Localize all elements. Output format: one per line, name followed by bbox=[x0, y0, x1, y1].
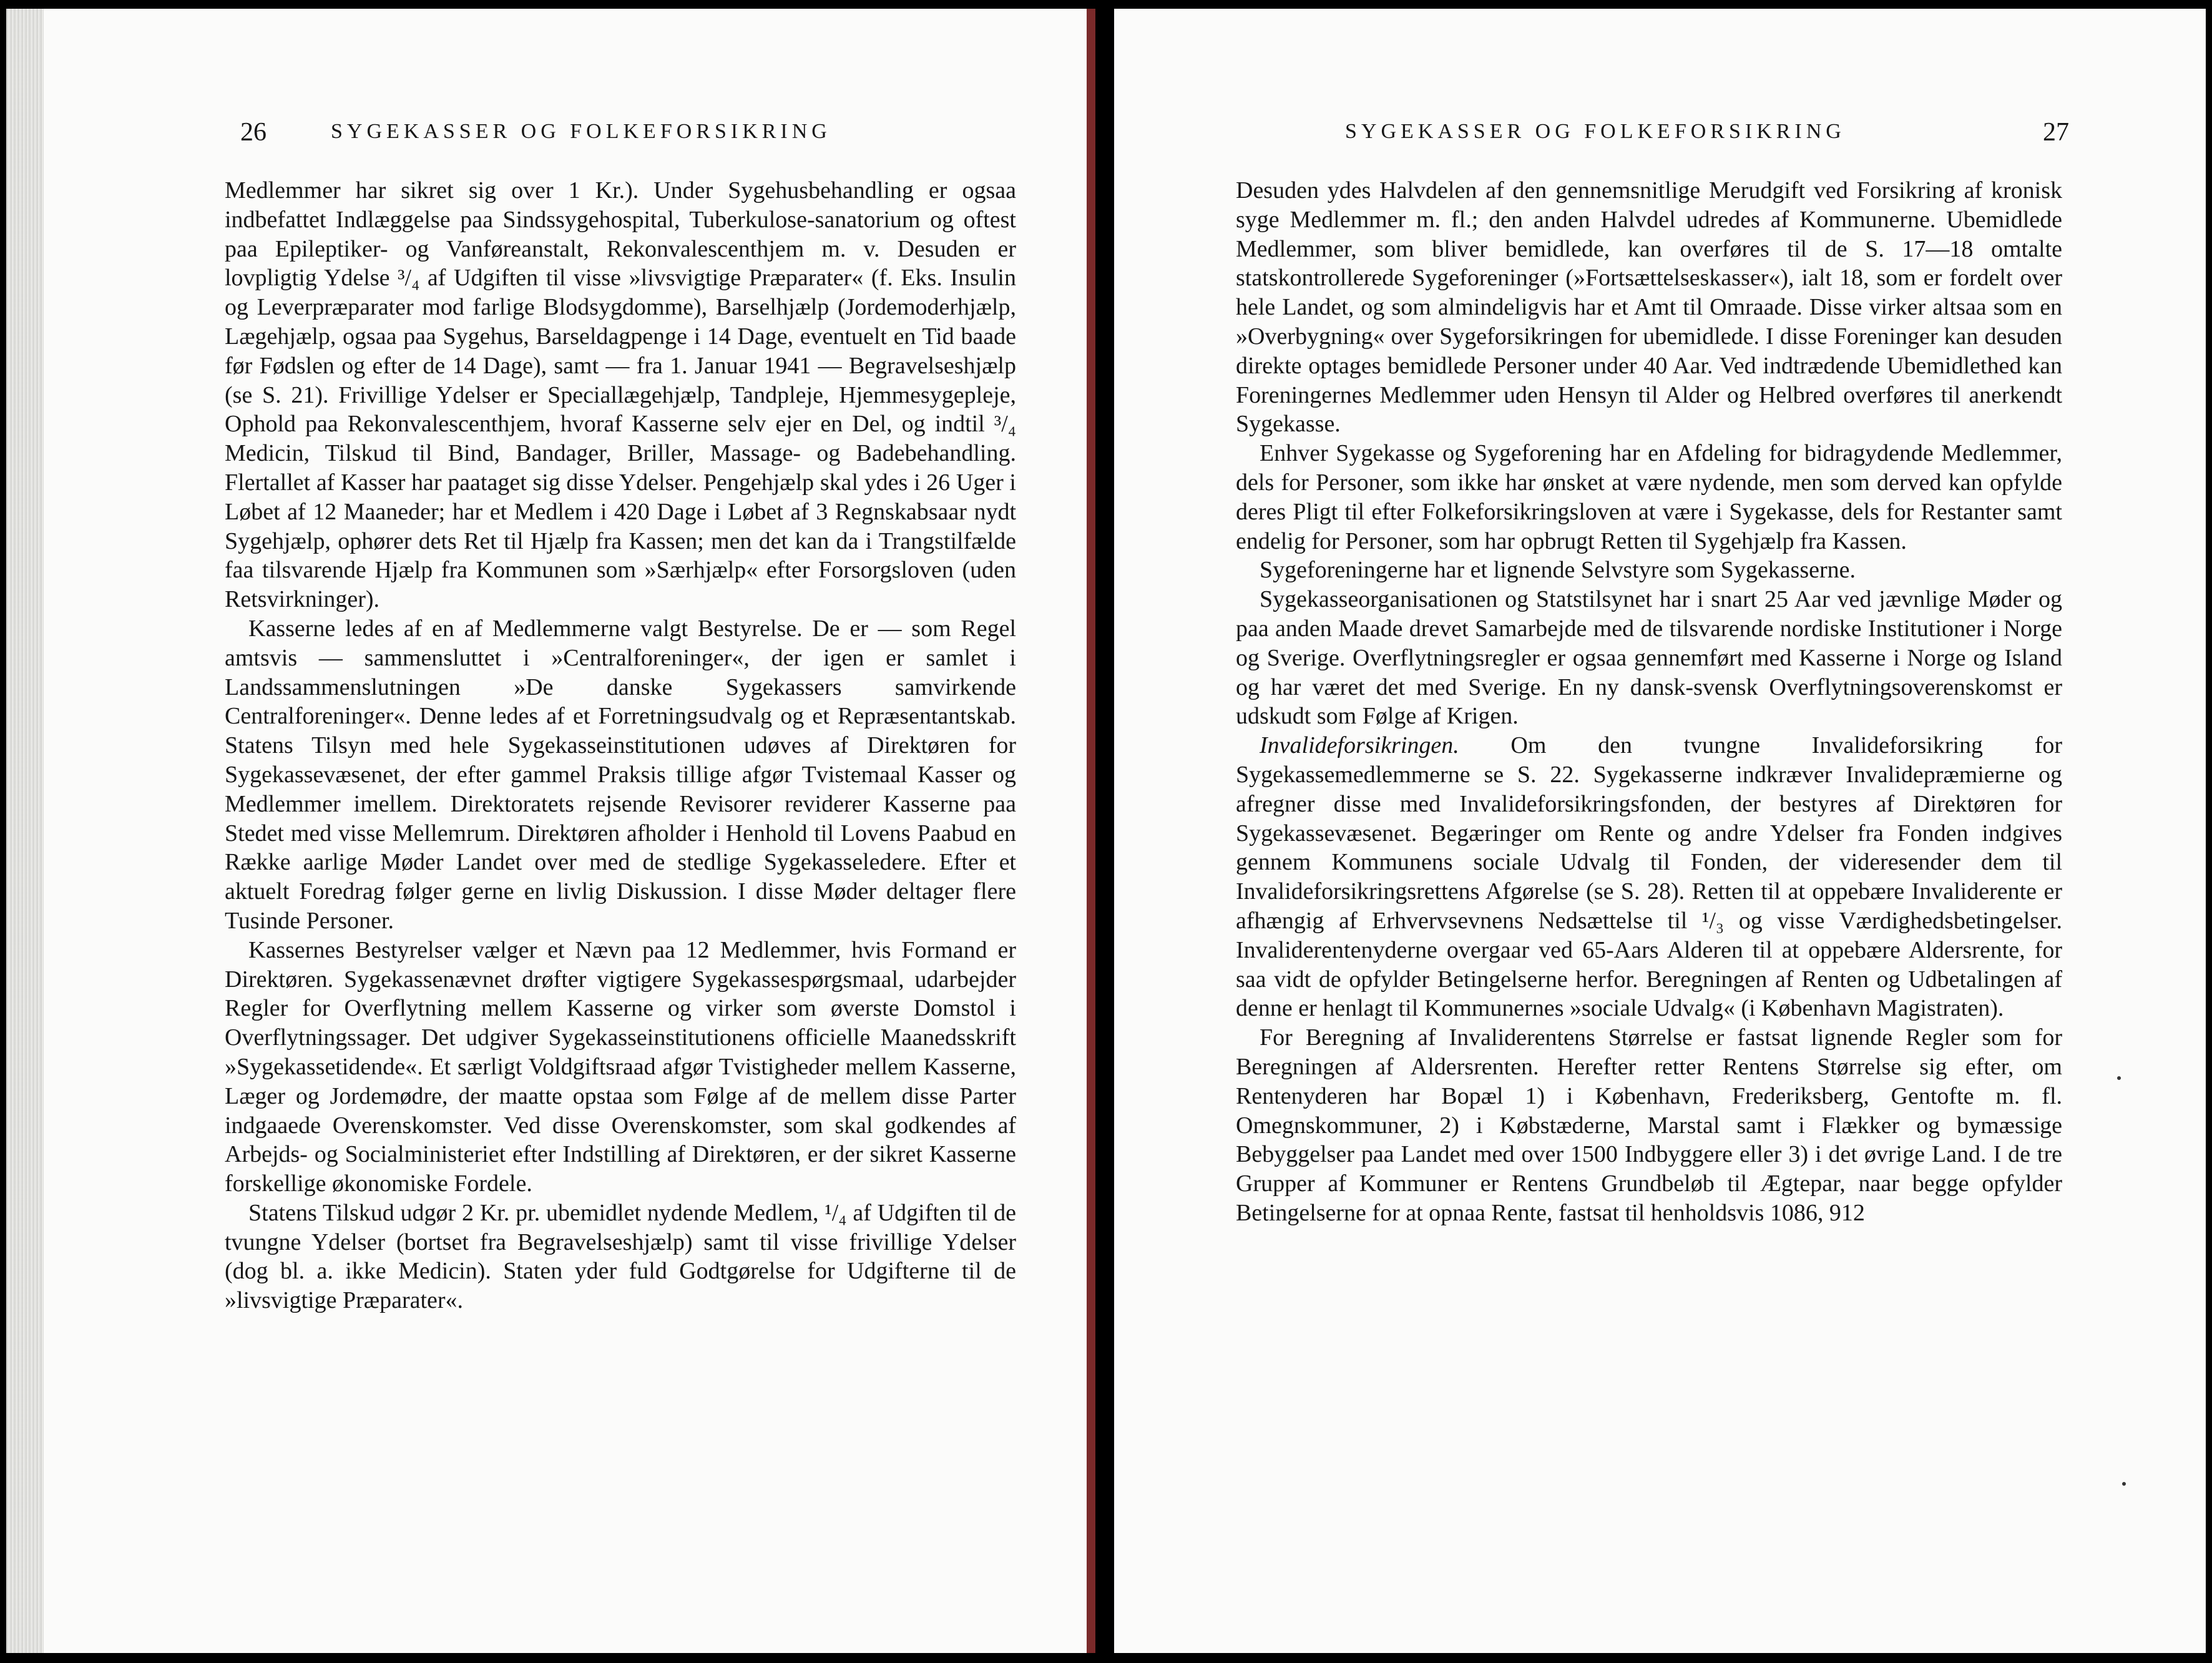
left-page bbox=[6, 9, 1095, 1653]
left-page-body bbox=[225, 176, 1016, 1315]
running-title: SYGEKASSER OG FOLKEFORSIKRING bbox=[331, 120, 831, 143]
paper-speck bbox=[2117, 1076, 2121, 1080]
paragraph bbox=[1236, 439, 2062, 556]
running-title: SYGEKASSER OG FOLKEFORSIKRING bbox=[1345, 120, 1846, 143]
right-page-header bbox=[1239, 115, 2069, 152]
paragraph: Medlemmer har sikret sig over 1 Kr.). Under Sygehusbehandling er ogsaa indbefattet Indlæggelse paa Sindssygehospital, Tuberkulose-sanatorium og oftest paa Epileptiker- og Vanføreanstalt, Rekonvalescenthjem m. v. Desuden er lovpligtig Ydelse ³/₄ af Udgiften til visse »livsvigtige Præparater« (f. Eks. Insulin og Leverpræparater mod farlige Blodsygdomme), Barselhjælp (Jordemoderhjælp, Lægehjælp, ogsaa paa Sygehus, Barseldagpenge i 14 Dage, eventuelt en Tid baade før Fødslen og efter de 14 Dage), samt — fra 1. Januar 1941 — Begravelseshjælp (se S. 21). Frivillige Ydelser er Speciallægehjælp, Tandpleje, Hjemmesygepleje, Ophold paa Rekonvalescenthjem, hvoraf Kasserne selv ejer en Del, og indtil ³/₄ Medicin, Tilskud til Bind, Bandager, Briller, Massage- og Badebehandling. Flertallet af Kasser har paataget sig disse Ydelser. Pengehjælp skal ydes i 26 Uger i Løbet af 12 Maaneder; har et Medlem i 420 Dage i Løbet af 3 Regnskabsaar nydt Sygehjælp, ophører dets Ret til Hjælp fra Kassen; men det kan da i Trangstilfælde faa tilsvarende Hjælp fra Kommunen som »Særhjælp« efter Forsorgsloven (uden Retsvirkninger). bbox=[225, 177, 1016, 613]
paragraph: Kasserne ledes af en af Medlemmerne valgt Bestyrelse. De er — som Regel amtsvis — sammensluttet i »Centralforeninger«, der igen er samlet i Landssammenslutningen »De danske Sygekassers samvirkende Centralforeninger«. Denne ledes af et Forretningsudvalg og et Repræsentantskab. Statens Tilsyn med hele Sygekasseinstitutionen udøves af Direktøren for Sygekassevæsenet, der efter gammel Praksis tillige afgør Tvistemaal Kasser og Medlemmer imellem. Direktoratets rejsende Revisorer reviderer Kasserne paa Stedet med visse Mellemrum. Direktøren afholder i Henhold til Lovens Paabud en Række aarlige Møder Landet over med de stedlige Sygekasseledere. Efter et aktuelt Foredrag følger gerne en livlig Diskussion. I disse Møder deltager flere Tusinde Personer. bbox=[225, 615, 1016, 934]
page-number: 26 bbox=[240, 118, 267, 147]
book-binding bbox=[1087, 9, 1095, 1653]
paragraph-text: Om den tvungne Invalideforsikring for Sygekassemedlemmerne se S. 22. Sygekasserne indkræver Invalidepræmierne og afregner disse med Invalideforsikringsfonden, der bestyres af Direktøren for Sygekassevæsenet. Begæringer om Rente og andre Ydelser fra Fonden indgives gennem Kommunens sociale Udvalg til Fonden, der videresender dem til Invalideforsikringsrettens Afgørelse (se S. 28). Retten til at oppebære Invaliderente er afhængig af Erhvervsevnens Nedsættelse til ¹/₃ og visse Værdighedsbetingelser. Invaliderentenyderne overgaar ved 65-Aars Alderen til at oppebære Aldersrente, for saa vidt de opfylder Betingelserne herfor. Beregningen af Renten og Udbetalingen af denne er henlagt til Kommunernes »sociale Udvalg« (i København Magistraten). bbox=[1236, 732, 2062, 1022]
right-page-body bbox=[1236, 176, 2062, 1228]
paragraph-text: Desuden ydes Halvdelen af den gennemsnitlige Merudgift ved Forsikring af kronisk syge Medlemmer m. fl.; den anden Halvdel udredes af Kommunerne. Ubemidlede Medlemmer, som bliver bemidlede, kan overføres til de S. 17—18 omtalte statskontrollerede Sygeforeninger (»Fortsættelseskasser«), ialt 18, som er fordelt over hele Landet, og som almindeligvis har et Amt til Omraade. Disse virker altsaa som en »Overbygning« over Sygeforsikringen for ubemidlede. I disse Foreninger kan desuden direkte optages bemidlede Personer under 40 Aar. Ved indtrædende Ubemidlethed kan Foreningernes Medlemmer uden Hensyn til Alder og Helbred overføres til anerkendt Sygekasse. bbox=[1236, 177, 2062, 438]
paragraph bbox=[1236, 176, 2062, 439]
page-edge-stack bbox=[6, 9, 44, 1653]
paragraph bbox=[1236, 731, 2062, 1023]
left-page-header bbox=[234, 115, 1020, 152]
paragraph bbox=[1236, 585, 2062, 731]
paragraph-text: Enhver Sygekasse og Sygeforening har en Afdeling for bidragydende Medlemmer, dels for Personer, som ikke har ønsket at være nydende, men som derved kan opfylde deres Pligt til efter Folkeforsikringsloven at være i Sygekasse, dels for Restanter samt endelig for Personer, som har opbrugt Retten til Sygehjælp fra Kassen. bbox=[1236, 440, 2062, 554]
paragraph-text: Sygekasseorganisationen og Statstilsynet har i snart 25 Aar ved jævnlige Møder og paa anden Maade drevet Samarbejde med de tilsvarende nordiske Institutioner i Norge og Sverige. Overflytningsregler er ogsaa gennemført med Kasserne i Norge og Island og har været det med Sverige. En ny dansk-svensk Overflytningsoverenskomst er udskudt som Følge af Krigen. bbox=[1236, 586, 2062, 730]
paper-speck bbox=[2122, 1482, 2126, 1486]
right-page bbox=[1114, 9, 2206, 1653]
paragraph-lead: Invalideforsikringen. bbox=[1260, 732, 1459, 759]
paragraph bbox=[1236, 556, 2062, 585]
paragraph: Statens Tilskud udgør 2 Kr. pr. ubemidlet nydende Medlem, ¹/₄ af Udgiften til de tvungne Ydelser (bortset fra Begravelseshjælp) samt til visse frivillige Ydelser (dog bl. a. ikke Medicin). Staten yder fuld Godtgørelse for Udgifterne til de »livsvigtige Præparater«. bbox=[225, 1199, 1016, 1314]
paragraph: Kassernes Bestyrelser vælger et Nævn paa 12 Medlemmer, hvis Formand er Direktøren. Sygekassenævnet drøfter vigtigere Sygekassespørgsmaal, udarbejder Regler for Overflytning mellem Kasserne og virker som øverste Domstol i Overflytningssager. Det udgiver Sygekasseinstitutionens officielle Maanedsskrift »Sygekassetidende«. Et særligt Voldgiftsraad afgør Tvistigheder mellem Kasserne, Læger og Jordemødre, der maatte opstaa som Følge af de mellem disse Parter indgaaede Overenskomster. Ved disse Overenskomster, som skal godkendes af Arbejds- og Socialministeriet efter Indstilling af Direktøren, er der sikret Kasserne forskellige økonomiske Fordele. bbox=[225, 936, 1016, 1197]
paragraph-text: For Beregning af Invaliderentens Størrelse er fastsat lignende Regler som for Beregningen af Aldersrenten. Herefter retter Rentens Størrelse sig efter, om Rentenyderen har Bopæl 1) i København, Frederiksberg, Gentofte m. fl. Omegnskommuner, 2) i Købstæderne, Marstal samt i Flækker og bymæssige Bebyggelser paa Landet med over 1500 Indbyggere eller 3) i det øvrige Land. I de tre Grupper af Kommuner er Rentens Grundbeløb til Ægtepar, naar begge opfylder Betingelserne for at opnaa Rente, fastsat til henholdsvis 1086, 912 bbox=[1236, 1024, 2062, 1226]
page-number: 27 bbox=[2043, 118, 2069, 147]
paragraph-text: Sygeforeningerne har et lignende Selvstyre som Sygekasserne. bbox=[1260, 557, 1856, 584]
paragraph bbox=[1236, 1023, 2062, 1228]
